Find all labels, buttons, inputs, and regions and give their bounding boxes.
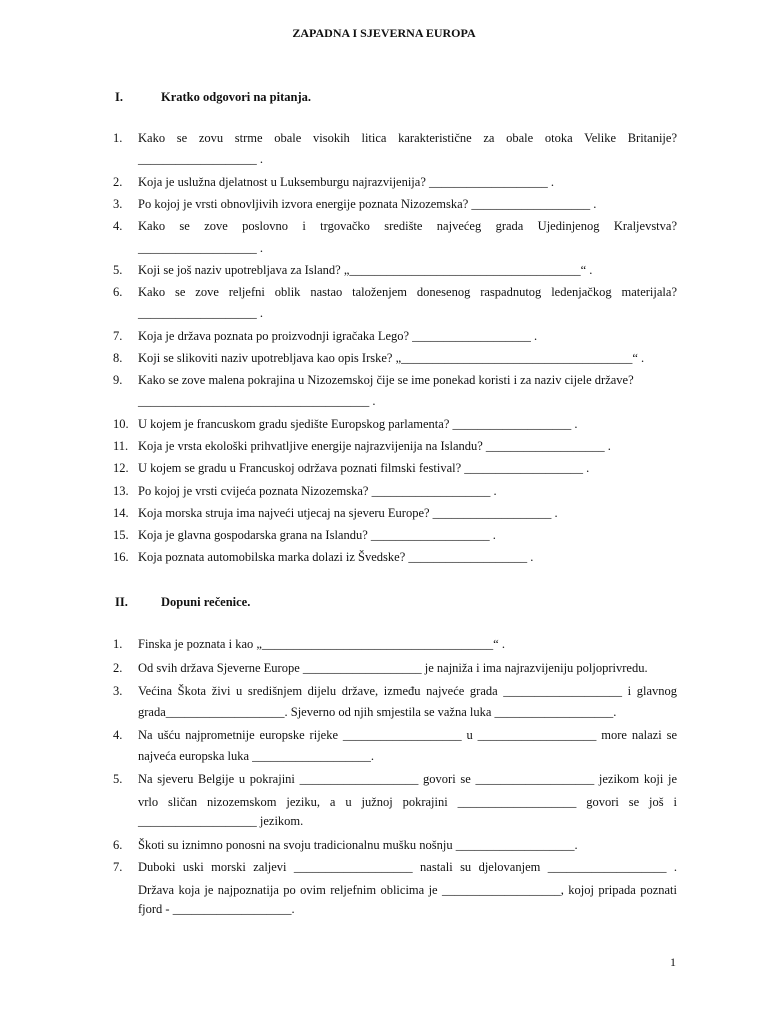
question-6-text: Kako se zove reljefni oblik nastao taloženjem donesenog raspadnutog ledenjačkog materijala? (138, 285, 677, 299)
question-3-text: Po kojoj je vrsti obnovljivih izvora energije poznata Nizozemska? ___________________ . (138, 197, 597, 211)
sentence-7-line-3: fjord - ___________________. (138, 902, 295, 916)
question-9-number: 9. (113, 373, 123, 387)
sentence-3-line-1: Većina Škota živi u središnjem dijelu države, između najveće grada ___________________ i glavnog (138, 684, 677, 698)
sentence-4-number: 4. (113, 728, 123, 742)
section-2-title: Dopuni rečenice. (161, 595, 251, 609)
sentence-2-number: 2. (113, 661, 123, 675)
sentence-4-line-2: najveća europska luka ___________________. (138, 749, 375, 763)
sentence-4-line-1: Na ušću najprometnije europske rijeke ___________________ u ___________________ more nalazi se (138, 728, 677, 742)
sentence-2-text: Od svih država Sjeverne Europe ___________________ je najniža i ima najrazvijeniju poljoprivredu. (138, 661, 648, 675)
question-8-text: Koji se slikoviti naziv upotrebljava kao opis Irske? „_____________________________________“ . (138, 351, 645, 365)
question-2-number: 2. (113, 175, 123, 189)
question-6-number: 6. (113, 285, 123, 299)
sentence-1-text: Finska je poznata i kao „_____________________________________“ . (138, 637, 505, 651)
sentence-7-line-1: Duboki uski morski zaljevi ___________________ nastali su djelovanjem ___________________ . (138, 860, 677, 874)
sentence-5-number: 5. (113, 772, 123, 786)
question-15-number: 15. (113, 528, 129, 542)
question-10-text: U kojem je francuskom gradu sjedište Europskog parlamenta? ___________________ . (138, 417, 578, 431)
sentence-7-line-2: Država koja je najpoznatija po ovim reljefnim oblicima je ___________________, kojoj pripada poznati (138, 883, 677, 897)
question-7-text: Koja je država poznata po proizvodnji igračaka Lego? ___________________ . (138, 329, 538, 343)
question-7-number: 7. (113, 329, 123, 343)
question-5-number: 5. (113, 263, 123, 277)
sentence-5-line-1: Na sjeveru Belgije u pokrajini ___________________ govori se ___________________ jezikom koji je (138, 772, 677, 786)
sentence-5-line-3: ___________________ jezikom. (138, 814, 304, 828)
question-10-number: 10. (113, 417, 129, 431)
question-4-text: Kako se zove poslovno i trgovačko središte najvećeg grada Ujedinjenog Kraljevstva? (138, 219, 677, 233)
question-6-answer: ___________________ . (138, 306, 263, 320)
question-1-answer: ___________________ . (138, 152, 263, 166)
question-14-number: 14. (113, 506, 129, 520)
question-9-text: Kako se zove malena pokrajina u Nizozemskoj čije se ime ponekad koristi i za naziv cijele države? (138, 373, 634, 387)
question-13-number: 13. (113, 484, 129, 498)
question-11-text: Koja je vrsta ekološki prihvatljive energije najrazvijenija na Islandu? ___________________ . (138, 439, 611, 453)
section-1-title: Kratko odgovori na pitanja. (161, 90, 312, 104)
question-11-number: 11. (113, 439, 129, 453)
sentence-7-number: 7. (113, 860, 123, 874)
question-9-answer: _____________________________________ . (138, 394, 376, 408)
question-4-answer: ___________________ . (138, 241, 263, 255)
sentence-6-text: Škoti su iznimno ponosni na svoju tradicionalnu mušku nošnju ___________________. (138, 838, 578, 852)
question-16-number: 16. (113, 550, 129, 564)
sentence-5-line-2: vrlo sličan nizozemskom jeziku, a u južnoj pokrajini ___________________ govori se još i (138, 795, 677, 809)
question-14-text: Koja morska struja ima najveći utjecaj na sjeveru Europe? ___________________ . (138, 506, 558, 520)
question-5-text: Koji se još naziv upotrebljava za Island? „_____________________________________“ . (138, 263, 593, 277)
page-title: ZAPADNA I SJEVERNA EUROPA (292, 26, 476, 40)
page-number: 1 (670, 955, 676, 969)
question-13-text: Po kojoj je vrsti cvijeća poznata Nizozemska? ___________________ . (138, 484, 497, 498)
question-12-number: 12. (113, 461, 129, 475)
question-3-number: 3. (113, 197, 123, 211)
question-2-text: Koja je uslužna djelatnost u Luksemburgu najrazvijenija? ___________________ . (138, 175, 555, 189)
section-2-number: II. (115, 595, 128, 609)
section-1-number: I. (115, 90, 123, 104)
question-1-number: 1. (113, 131, 123, 145)
question-1-text: Kako se zovu strme obale visokih litica karakteristične za obale otoka Velike Britanije? (138, 131, 677, 145)
sentence-3-line-2: grada___________________. Sjeverno od njih smjestila se važna luka ___________________. (138, 705, 617, 719)
sentence-1-number: 1. (113, 637, 123, 651)
question-8-number: 8. (113, 351, 123, 365)
sentence-3-number: 3. (113, 684, 123, 698)
question-12-text: U kojem se gradu u Francuskoj održava poznati filmski festival? ___________________ . (138, 461, 590, 475)
question-15-text: Koja je glavna gospodarska grana na Islandu? ___________________ . (138, 528, 496, 542)
question-16-text: Koja poznata automobilska marka dolazi iz Švedske? ___________________ . (138, 550, 534, 564)
sentence-6-number: 6. (113, 838, 123, 852)
question-4-number: 4. (113, 219, 123, 233)
